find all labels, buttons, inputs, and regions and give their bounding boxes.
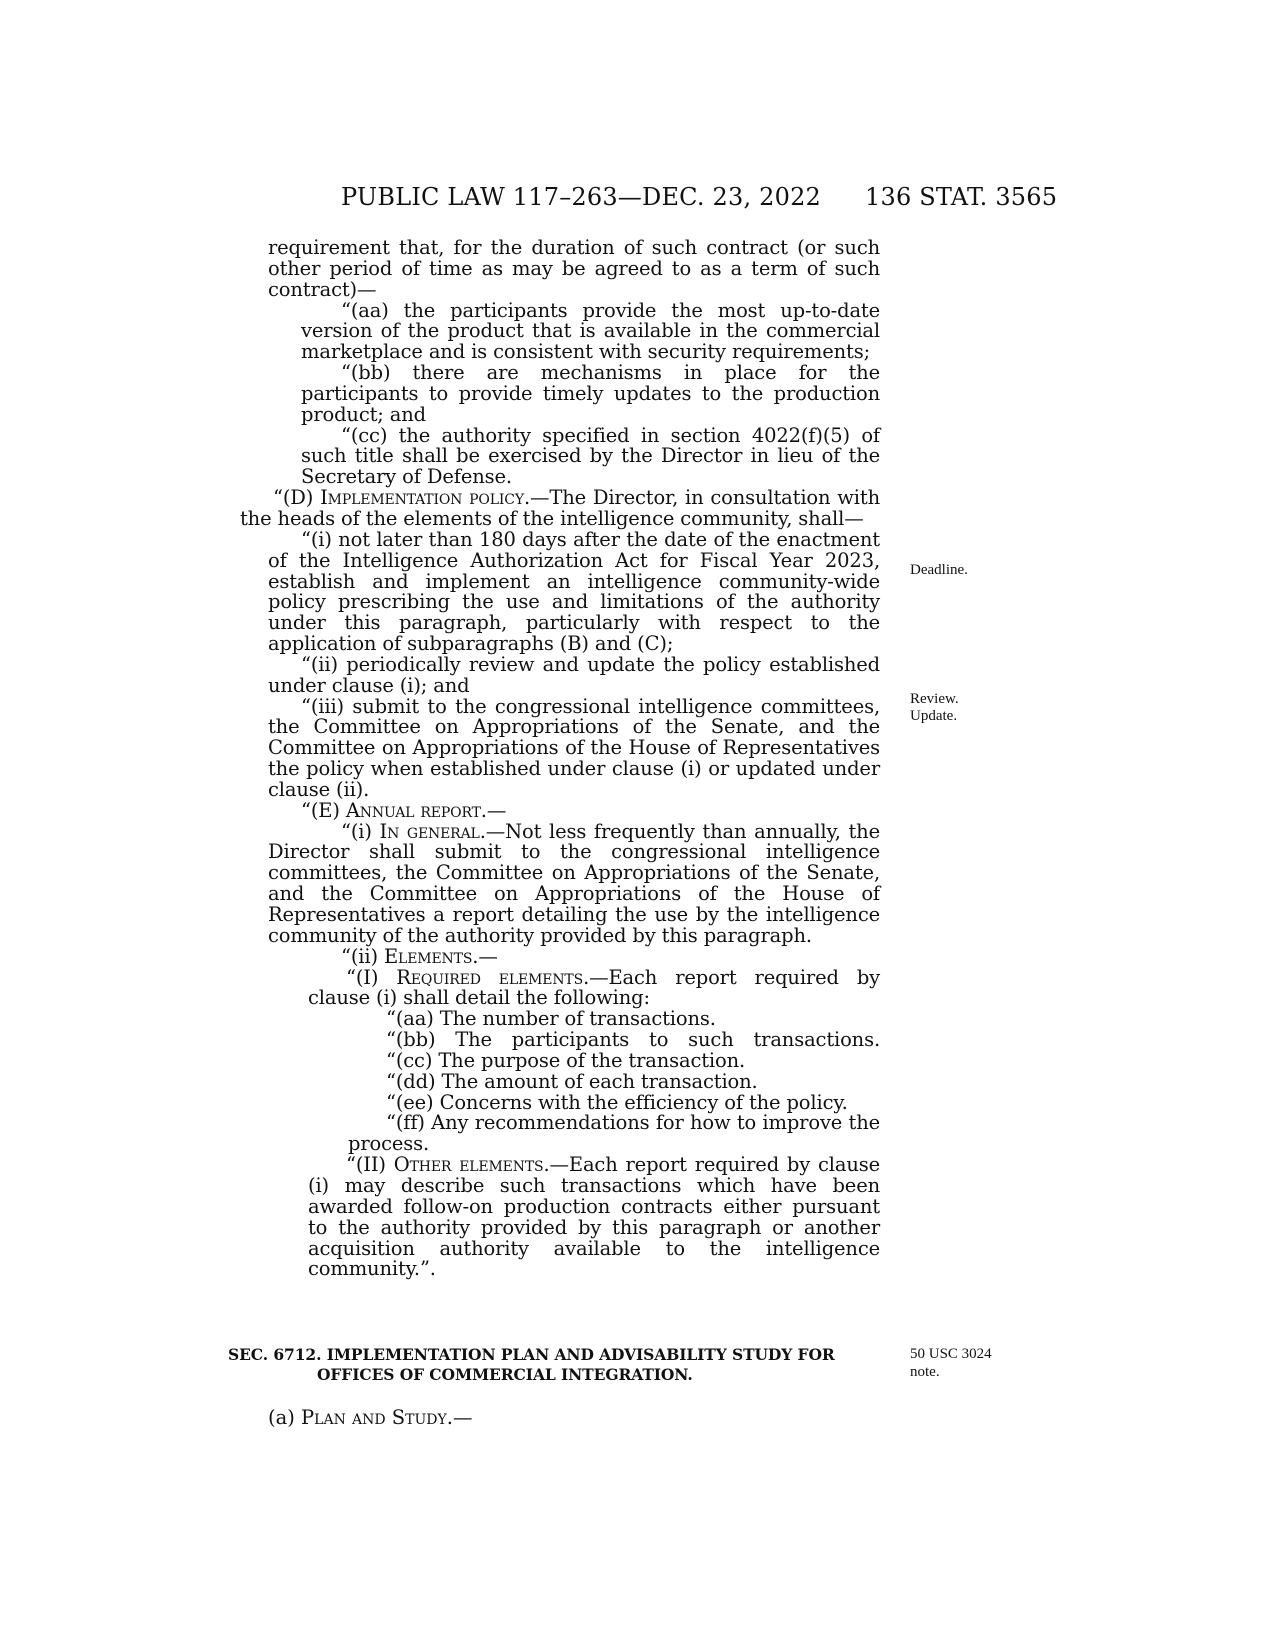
subsection-a-suffix: .—: [446, 1406, 473, 1429]
margin-note-update: Update.: [910, 708, 958, 724]
margin-note-usc-note: note.: [910, 1364, 940, 1380]
item-aa: “(aa) the participants provide the most up-to-date version of the product that is available in the commercial marketplace and is consistent with security requirements;: [301, 298, 880, 364]
clause-d-i: “(i) not later than 180 days after the date of the enactment of the Intelligence Authorization Act for Fiscal Year 2023, establish and implement an intelligence community-wide policy prescribing the use and limitations of the authority under this paragraph, particularly with respect to the application of subparagraphs (B) and (C);: [268, 527, 880, 656]
margin-note-review: Review.: [910, 691, 959, 707]
list-item: “(dd) The amount of each transaction.: [386, 1069, 758, 1093]
clause-e-i: [268, 819, 880, 947]
subparagraph-d: [240, 488, 880, 530]
item-cc: “(cc) the authority specified in section 4022(f)(5) of such title shall be exercised by the Director in lieu of the Secretary of Defense.: [301, 423, 880, 489]
list-item: “(aa) The number of transactions.: [386, 1007, 716, 1031]
clause-d-iii: “(iii) submit to the congressional intelligence committees, the Committee on Appropriations of the Senate, and the Committee on Appropriations of the House of Representatives the policy when established under clause (i) or updated under clause (ii).: [268, 694, 880, 801]
running-header-page: 136 STAT. 3565: [865, 183, 1058, 211]
section-heading-line-2: OFFICES OF COMMERCIAL INTEGRATION.: [317, 1365, 693, 1384]
subparagraph-e-heading: Annual report: [345, 798, 481, 822]
section-heading: [228, 1345, 880, 1385]
subparagraph-e: [268, 798, 880, 822]
clause-e-ii-prefix: “(ii): [341, 944, 384, 968]
subsection-a-heading: [268, 1406, 472, 1429]
subparagraph-d-heading: Implementation policy: [320, 486, 524, 510]
subparagraph-e-suffix: .—: [480, 798, 507, 822]
subsection-a-prefix: (a): [268, 1406, 302, 1429]
list-item: “(ff) Any recommendations for how to improve the process.: [348, 1111, 880, 1156]
statute-body: [240, 236, 881, 1281]
list-item: “(ee) Concerns with the efficiency of the policy.: [386, 1090, 848, 1114]
list-item: “(cc) The purpose of the transaction.: [386, 1048, 746, 1072]
clause-e-i-heading: In general: [379, 819, 480, 843]
subparagraph-e-prefix: “(E): [301, 798, 346, 822]
list-item: “(bb) The participants to such transactions.: [386, 1028, 880, 1052]
clause-e-ii: [268, 944, 880, 968]
paragraph-requirement: requirement that, for the duration of such contract (or such other period of time as may be agreed to as a term of such contract)—: [268, 236, 880, 301]
clause-e-ii-heading: Elements: [383, 944, 473, 968]
clause-e-i-prefix: “(i): [341, 819, 380, 843]
subparagraph-d-prefix: “(D): [273, 486, 321, 510]
subclause-required: [268, 965, 881, 1010]
clause-d-ii: “(ii) periodically review and update the policy established under clause (i); and: [268, 652, 880, 697]
subclause-required-text: .—Each report required by clause (i) shall detail the following:: [308, 965, 881, 1010]
subclause-other: [268, 1155, 880, 1280]
item-bb: “(bb) there are mechanisms in place for the participants to provide timely updates to the production product; and: [301, 361, 880, 426]
running-header-law: PUBLIC LAW 117–263—DEC. 23, 2022: [341, 183, 822, 211]
subclause-other-heading: Other elements: [393, 1153, 544, 1177]
margin-note-usc: 50 USC 3024: [910, 1346, 992, 1362]
subclause-required-heading: Required elements: [396, 965, 584, 989]
subsection-a-title: Plan and Study: [301, 1406, 447, 1429]
subclause-other-text: .—Each report required by clause (i) may describe such transactions which have been awarded follow-on production contracts either pursuant to the authority provided by this paragraph or another acquisition authority available to the intelligence community.”.: [308, 1153, 881, 1281]
clause-e-ii-suffix: .—: [472, 944, 498, 968]
subclause-required-prefix: “(I): [346, 965, 397, 989]
section-heading-line-1: SEC. 6712. IMPLEMENTATION PLAN AND ADVISABILITY STUDY FOR: [228, 1345, 835, 1364]
margin-note-deadline: Deadline.: [910, 562, 968, 578]
subparagraph-d-text: .—The Director, in consultation with the heads of the elements of the intelligence community, shall—: [240, 486, 880, 530]
clause-e-i-text: .—Not less frequently than annually, the Director shall submit to the congressional intelligence committees, the Committee on Appropriations of the Senate, and the Committee on Appropriations of the House of Representatives a report detailing the use by the intelligence community of the authority provided by this paragraph.: [268, 819, 880, 947]
subclause-other-prefix: “(II): [346, 1153, 394, 1177]
